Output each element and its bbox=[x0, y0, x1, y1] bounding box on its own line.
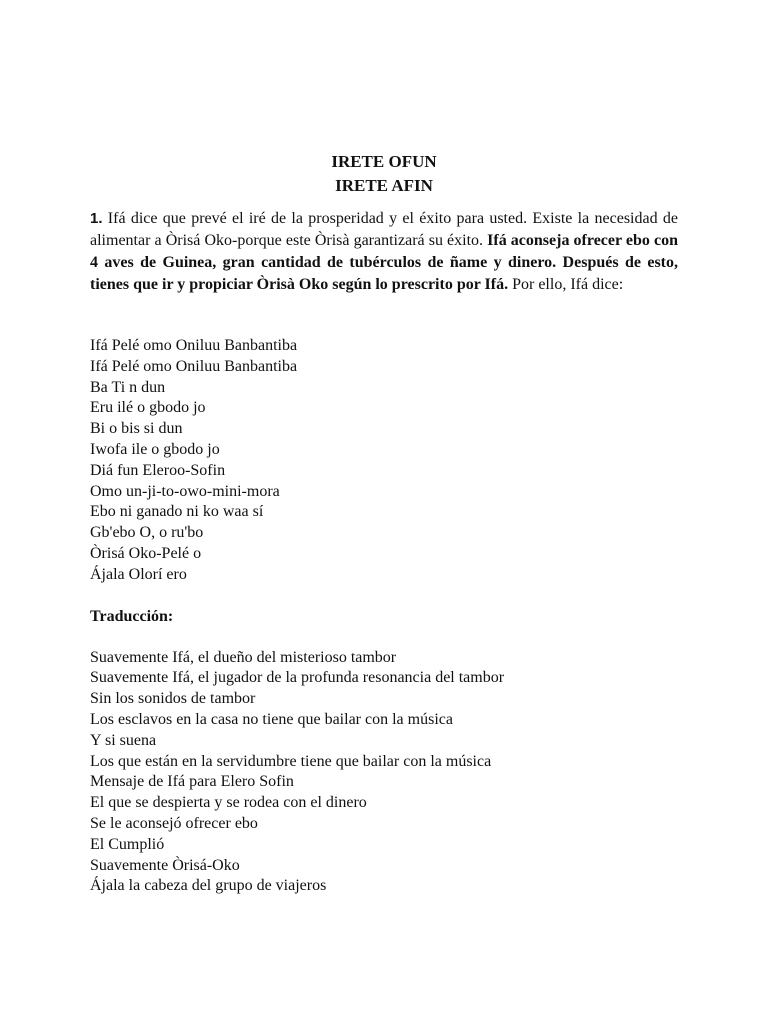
verse-line: Ba Ti n dun bbox=[90, 378, 166, 396]
translation-line: Suavemente Ifá, el dueño del misterioso tambor bbox=[90, 648, 397, 666]
paragraph-text-regular-2: Por ello, Ifá dice: bbox=[508, 276, 624, 293]
translation-line: Suavemente Ifá, el jugador de la profunda resonancia del tambor bbox=[90, 669, 505, 687]
paragraph-text-bold: Ifá aconseja ofrecer ebo con 4 aves de Guinea, gran cantidad de tubérculos de ñame y dinero. Después de esto, tienes que ir y propiciar Òrisà Oko según lo prescrito por Ifá. bbox=[90, 232, 679, 293]
document-page bbox=[90, 150, 678, 897]
verse-line: Ifá Pelé omo Oniluu Banbantiba bbox=[90, 337, 298, 354]
verse-line: Òrisá Oko-Pelé o bbox=[90, 544, 202, 562]
translation-line: El Cumplió bbox=[90, 835, 165, 853]
verse-line: Diá fun Eleroo-Sofin bbox=[90, 461, 226, 479]
translation-line: Ájala la cabeza del grupo de viajeros bbox=[90, 877, 327, 895]
verse-line: Ájala Olorí ero bbox=[90, 565, 187, 583]
verse-line: Bi o bis si dun bbox=[90, 420, 183, 438]
intro-paragraph bbox=[90, 208, 678, 296]
verse-line: Iwofa ile o gbodo jo bbox=[90, 440, 220, 458]
translation-line: Mensaje de Ifá para Elero Sofin bbox=[90, 773, 294, 791]
verse-list bbox=[90, 336, 678, 586]
translation-line: Los esclavos en la casa no tiene que bailar con la música bbox=[90, 710, 453, 728]
translation-line: Y si suena bbox=[90, 731, 157, 749]
paragraph-number: 1. bbox=[90, 210, 103, 227]
translation-line: Los que están en la servidumbre tiene que bailar con la música bbox=[90, 752, 492, 770]
translation-heading: Traducción: bbox=[90, 607, 174, 625]
paragraph-text-regular-1: Ifá dice que prevé el iré de la prosperidad y el éxito para usted. Existe la necesidad de alimentar a Òrisá Oko-porque este Òrisà garantizará su éxito. bbox=[90, 210, 678, 249]
title-line-2: IRETE AFIN bbox=[335, 176, 433, 195]
translation-line: Suavemente Òrisá-Oko bbox=[90, 856, 240, 874]
translation-list bbox=[90, 648, 678, 898]
verse-line: Eru ilé o gbodo jo bbox=[90, 399, 206, 417]
translation-line: Se le aconsejó ofrecer ebo bbox=[90, 814, 258, 832]
title-line-1: IRETE OFUN bbox=[331, 152, 437, 171]
translation-line: El que se despierta y se rodea con el dinero bbox=[90, 794, 367, 812]
verse-line: Ifá Pelé omo Oniluu Banbantiba bbox=[90, 357, 298, 375]
verse-line: Ebo ni ganado ni ko waa sí bbox=[90, 503, 264, 521]
verse-line: Gb'ebo O, o ru'bo bbox=[90, 524, 204, 542]
translation-line: Sin los sonidos de tambor bbox=[90, 690, 256, 708]
verse-line: Omo un-ji-to-owo-mini-mora bbox=[90, 482, 280, 500]
